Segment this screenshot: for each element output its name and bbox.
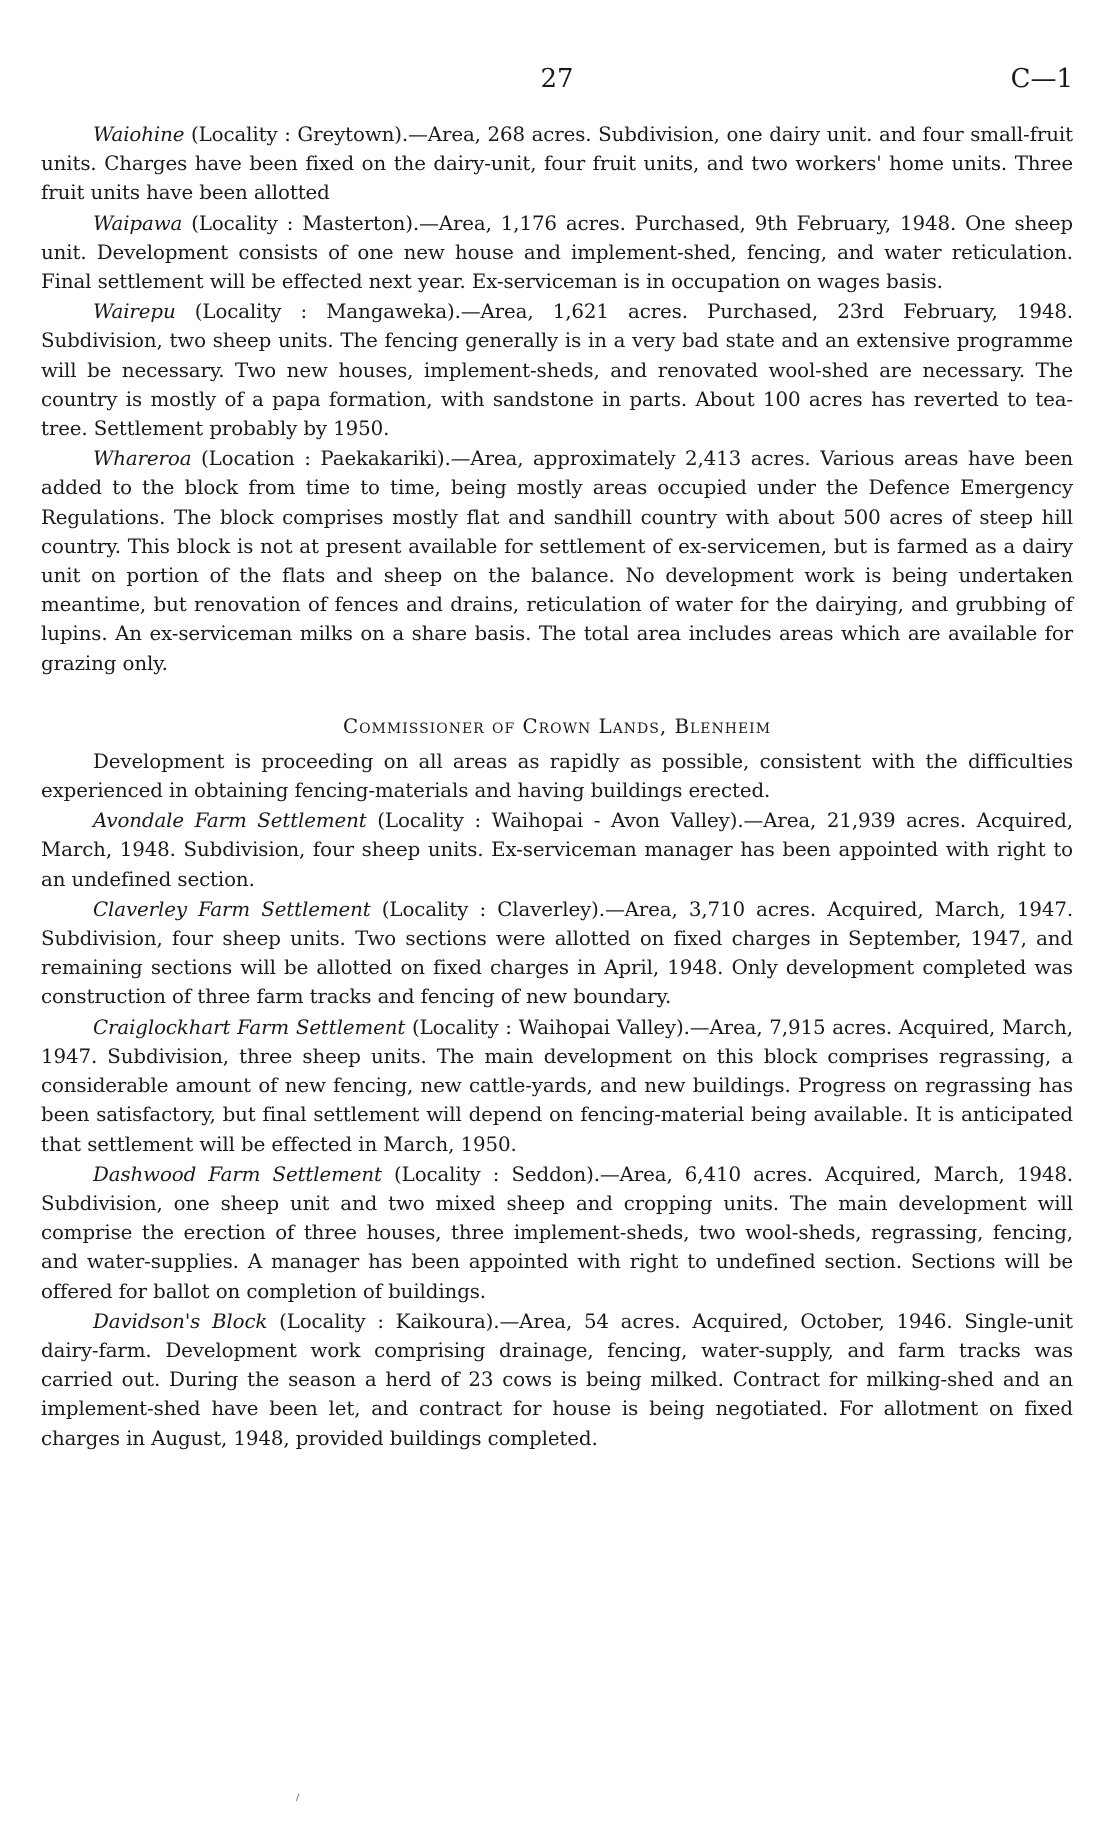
document-page	[41, 64, 1073, 1804]
entry-text: (Location : Paekakariki).—Area, approximately 2,413 acres. Various areas have been added to the block from time to time, being mostly areas occupied under the Defence Emergency Regulations. The block comprises mostly flat and sandhill country with about 500 acres of steep hill country. This block is not at present available for settlement of ex-servicemen, but is farmed as a dairy unit on portion of the flats and sheep on the balance. No development work is being undertaken meantime, but renovation of fences and drains, reticulation of water for the dairying, and grubbing of lupins. An ex-serviceman milks on a share basis. The total area includes areas which are available for grazing only.	[41, 447, 1073, 675]
entry-name: Davidson's Block	[93, 1309, 268, 1333]
section-intro: Development is proceeding on all areas as rapidly as possible, consistent with the difficulties experienced in obtaining fencing-materials and having buildings erected.	[41, 749, 1073, 803]
entry-name: Wairepu	[93, 300, 176, 324]
entry-wairepu	[41, 297, 1073, 443]
entry-name: Waipawa	[93, 211, 183, 235]
page-header	[41, 64, 1073, 102]
entry-text: (Locality : Greytown).—Area, 268 acres. Subdivision, one dairy unit. and four small-fruit units. Charges have been fixed on the dairy-unit, four fruit units, and two workers' home units. Three fruit units have been allotted	[41, 123, 1073, 205]
entry-name: Craiglockhart Farm Settlement	[93, 1015, 406, 1039]
entry-davidsons-block	[41, 1307, 1073, 1453]
entry-name: Waiohine	[93, 123, 185, 146]
entry-claverley	[41, 895, 1073, 1012]
entry-text: (Locality : Mangaweka).—Area, 1,621 acres. Purchased, 23rd February, 1948. Subdivision, two sheep units. The fencing generally is in a very bad state and an extensive programme will be necessary. Two new houses, implement-sheds, and renovated wool-shed are necessary. The country is mostly of a papa formation, with sandstone in parts. About 100 acres has reverted to tea-tree. Settlement probably by 1950.	[41, 300, 1073, 441]
entry-name: Claverley Farm Settlement	[93, 897, 371, 921]
entry-text: (Locality : Waihopai Valley).—Area, 7,915 acres. Acquired, March, 1947. Subdivision, three sheep units. The main development on this block comprises regrassing, a considerable amount of new fencing, new cattle-yards, and new buildings. Progress on regrassing has been satisfactory, but final settlement will depend on fencing-material being available. It is anticipated that settlement will be effected in March, 1950.	[41, 1015, 1073, 1156]
entry-name: Whareroa	[93, 447, 192, 471]
entry-waipawa	[41, 209, 1073, 297]
entry-text: (Locality : Claverley).—Area, 3,710 acres. Acquired, March, 1947. Subdivision, four sheep units. Two sections were allotted on fixed charges in September, 1947, and remaining sections will be allotted on fixed charges in April, 1948. Only development completed was construction of three farm tracks and fencing of new boundary.	[41, 897, 1074, 1009]
stray-mark	[296, 1793, 303, 1802]
entry-text: (Locality : Kaikoura).—Area, 54 acres. Acquired, October, 1946. Single-unit dairy-farm. Development work comprising drainage, fencing, water-supply, and farm tracks was carried out. During the season a herd of 23 cows is being milked. Contract for milking-shed and an implement-shed have been let, and contract for house is being negotiated. For allotment on fixed charges in August, 1948, provided buildings completed.	[41, 1309, 1073, 1450]
entry-dashwood	[41, 1160, 1073, 1306]
entry-avondale	[41, 806, 1073, 894]
section-heading: Commissioner of Crown Lands, Blenheim	[342, 714, 772, 738]
page-number: 27	[540, 64, 574, 94]
entry-whareroa	[41, 444, 1073, 678]
entry-text: (Locality : Waihopai - Avon Valley).—Area, 21,939 acres. Acquired, March, 1948. Subdivision, four sheep units. Ex-serviceman manager has been appointed with right to an undefined section.	[41, 809, 1073, 891]
entry-text: (Locality : Seddon).—Area, 6,410 acres. Acquired, March, 1948. Subdivision, one sheep unit and two mixed sheep and cropping units. The main development will comprise the erection of three houses, three implement-sheds, two wool-sheds, regrassing, fencing, and water-supplies. A manager has been appointed with right to undefined section. Sections will be offered for ballot on completion of buildings.	[41, 1162, 1073, 1303]
entry-name: Avondale Farm Settlement	[93, 809, 367, 833]
entry-waiohine	[41, 120, 1073, 208]
document-code: C—1	[1010, 64, 1073, 94]
entry-craiglockhart	[41, 1013, 1073, 1159]
entry-name: Dashwood Farm Settlement	[93, 1162, 382, 1186]
entry-text: (Locality : Masterton).—Area, 1,176 acres. Purchased, 9th February, 1948. One sheep unit. Development consists of one new house and implement-shed, fencing, and water reticulation. Final settlement will be effected next year. Ex-serviceman is in occupation on wages basis.	[41, 211, 1073, 294]
